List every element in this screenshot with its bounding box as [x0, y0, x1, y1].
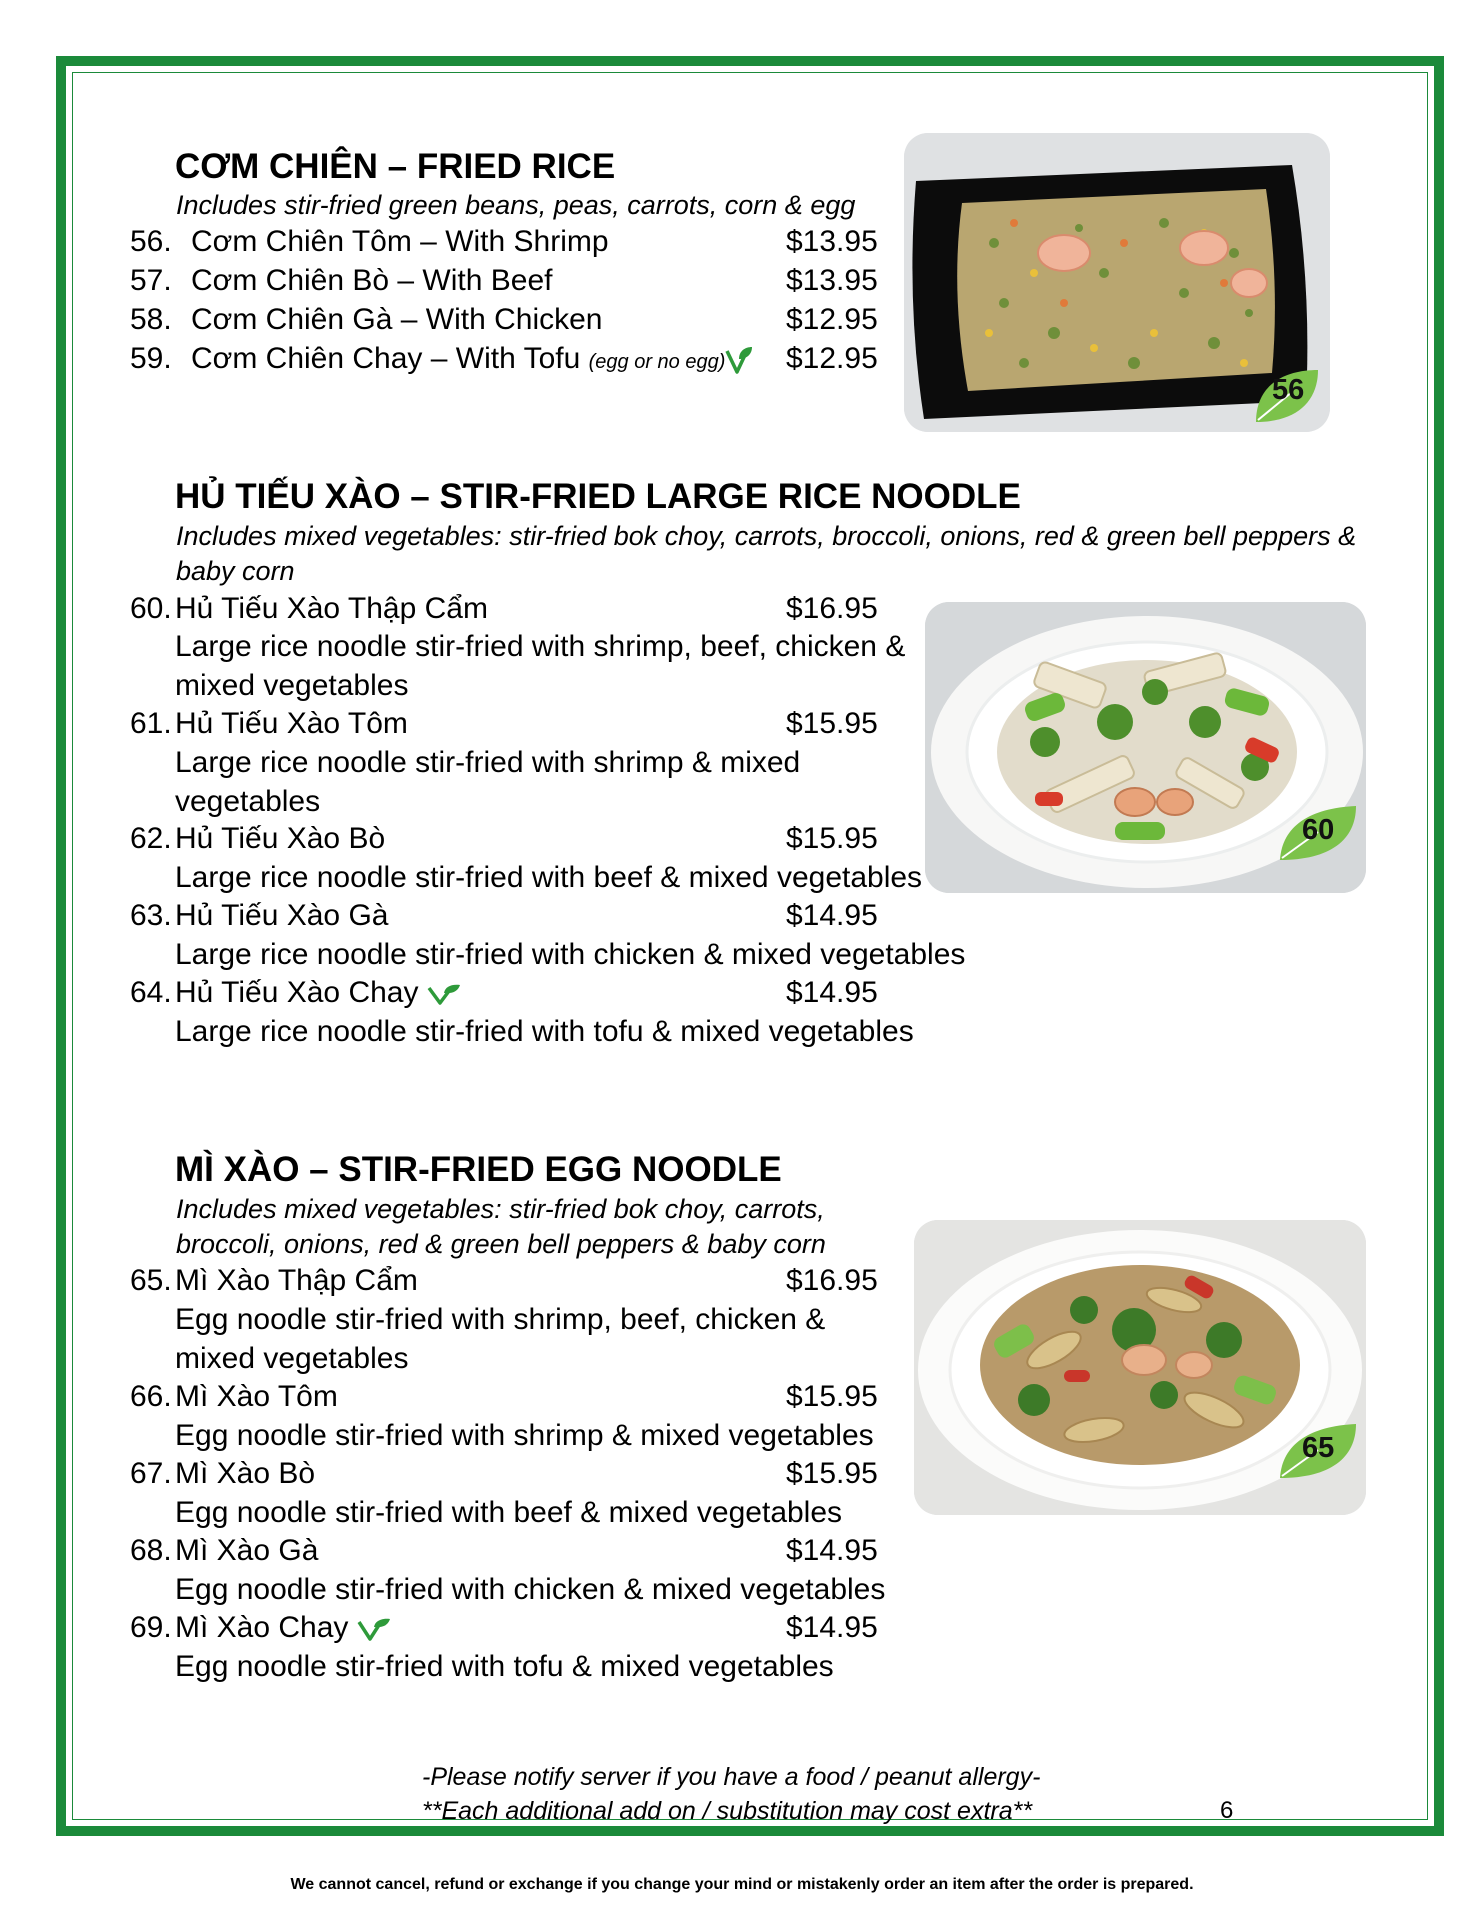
item-number: 63. — [130, 899, 172, 932]
item-price: $14.95 — [786, 899, 878, 932]
item-description: Egg noodle stir-fried with shrimp, beef, chicken & — [175, 1303, 826, 1336]
item-name: Cơm Chiên Bò – With Beef — [191, 264, 553, 297]
item-price: $12.95 — [786, 303, 878, 336]
item-number: 59. — [130, 342, 172, 375]
item-price: $15.95 — [786, 1380, 878, 1413]
item-number: 69. — [130, 1611, 172, 1644]
item-name: Hủ Tiếu Xào Thập Cẩm — [175, 592, 488, 625]
section-intro-line: broccoli, onions, red & green bell peppers & baby corn — [176, 1229, 826, 1259]
menu-item-56 — [130, 225, 172, 259]
menu-item-69-name-row — [175, 1611, 391, 1645]
item-price: $12.95 — [786, 342, 878, 375]
item-name: Mì Xào Gà — [175, 1534, 319, 1567]
substitution-note: **Each additional add on / substitution may cost extra** — [422, 1797, 1033, 1825]
item-price: $15.95 — [786, 1457, 878, 1490]
item-number: 65. — [130, 1264, 172, 1297]
item-description: Large rice noodle stir-fried with beef & mixed vegetables — [175, 861, 923, 894]
item-description: vegetables — [175, 785, 321, 818]
item-number: 61. — [130, 707, 172, 740]
item-number: 68. — [130, 1534, 172, 1567]
item-name: Mì Xào Thập Cẩm — [175, 1264, 418, 1297]
item-description: mixed vegetables — [175, 1342, 409, 1375]
item-price: $15.95 — [786, 822, 878, 855]
item-name: Hủ Tiếu Xào Tôm — [175, 707, 408, 740]
section-intro-fried-rice: Includes stir-fried green beans, peas, carrots, corn & egg — [176, 190, 856, 220]
item-description: Egg noodle stir-fried with beef & mixed vegetables — [175, 1496, 843, 1529]
item-description: Large rice noodle stir-fried with shrimp & mixed — [175, 746, 801, 779]
item-description: mixed vegetables — [175, 669, 409, 702]
item-name: Cơm Chiên Tôm – With Shrimp — [191, 225, 609, 258]
vegetarian-leaf-icon — [725, 345, 753, 375]
item-price: $13.95 — [786, 225, 878, 258]
photo-badge-number: 65 — [1302, 1432, 1335, 1464]
item-number: 66. — [130, 1380, 172, 1413]
section-title-fried-rice: CƠM CHIÊN – FRIED RICE — [175, 147, 616, 186]
vegetarian-leaf-icon — [427, 982, 461, 1006]
item-name: Hủ Tiếu Xào Bò — [175, 822, 386, 855]
item-description: Large rice noodle stir-fried with shrimp, beef, chicken & — [175, 630, 906, 663]
item-price: $16.95 — [786, 1264, 878, 1297]
item-price: $15.95 — [786, 707, 878, 740]
page-number: 6 — [1220, 1797, 1234, 1824]
order-disclaimer: We cannot cancel, refund or exchange if you change your mind or mistakenly order an item after the order is prepared. — [290, 1876, 1194, 1893]
item-note: (egg or no egg) — [588, 351, 726, 373]
section-intro-line: baby corn — [176, 556, 295, 586]
item-description: Large rice noodle stir-fried with tofu & mixed vegetables — [175, 1015, 914, 1048]
item-price: $14.95 — [786, 1534, 878, 1567]
section-intro-line: Includes mixed vegetables: stir-fried bok choy, carrots, — [176, 1194, 825, 1224]
item-number: 56. — [130, 225, 172, 258]
allergy-note: -Please notify server if you have a food / peanut allergy- — [422, 1763, 1041, 1791]
section-title-hu-tieu-xao: HỦ TIẾU XÀO – STIR-FRIED LARGE RICE NOODLE — [175, 477, 1021, 516]
item-description: Egg noodle stir-fried with tofu & mixed vegetables — [175, 1650, 834, 1683]
item-number: 57. — [130, 264, 172, 297]
item-name: Mì Xào Tôm — [175, 1380, 338, 1413]
item-description: Egg noodle stir-fried with chicken & mixed vegetables — [175, 1573, 886, 1606]
item-price: $16.95 — [786, 592, 878, 625]
item-name: Mì Xào Chay — [175, 1611, 349, 1644]
item-number: 58. — [130, 303, 172, 336]
item-name: Cơm Chiên Gà – With Chicken — [191, 303, 603, 336]
item-name: Cơm Chiên Chay – With Tofu — [191, 342, 581, 375]
item-name: Mì Xào Bò — [175, 1457, 316, 1490]
menu-item-64-name-row — [175, 976, 461, 1010]
item-number: 64. — [130, 976, 172, 1009]
item-number: 60. — [130, 592, 172, 625]
section-title-mi-xao: MÌ XÀO – STIR-FRIED EGG NOODLE — [175, 1150, 782, 1189]
section-intro-line: Includes mixed vegetables: stir-fried bok choy, carrots, broccoli, onions, red & green bell peppers & — [176, 521, 1357, 551]
item-name: Hủ Tiếu Xào Chay — [175, 976, 419, 1009]
photo-badge-number: 56 — [1272, 374, 1305, 406]
item-name: Hủ Tiếu Xào Gà — [175, 899, 389, 932]
item-number: 67. — [130, 1457, 172, 1490]
photo-badge-number: 60 — [1302, 814, 1335, 846]
item-price: $14.95 — [786, 1611, 878, 1644]
item-description: Egg noodle stir-fried with shrimp & mixed vegetables — [175, 1419, 874, 1452]
vegetarian-leaf-icon — [357, 1616, 391, 1642]
menu-item-59-name-row — [191, 342, 753, 376]
item-number: 62. — [130, 822, 172, 855]
item-price: $13.95 — [786, 264, 878, 297]
item-price: $14.95 — [786, 976, 878, 1009]
item-description: Large rice noodle stir-fried with chicken & mixed vegetables — [175, 938, 966, 971]
